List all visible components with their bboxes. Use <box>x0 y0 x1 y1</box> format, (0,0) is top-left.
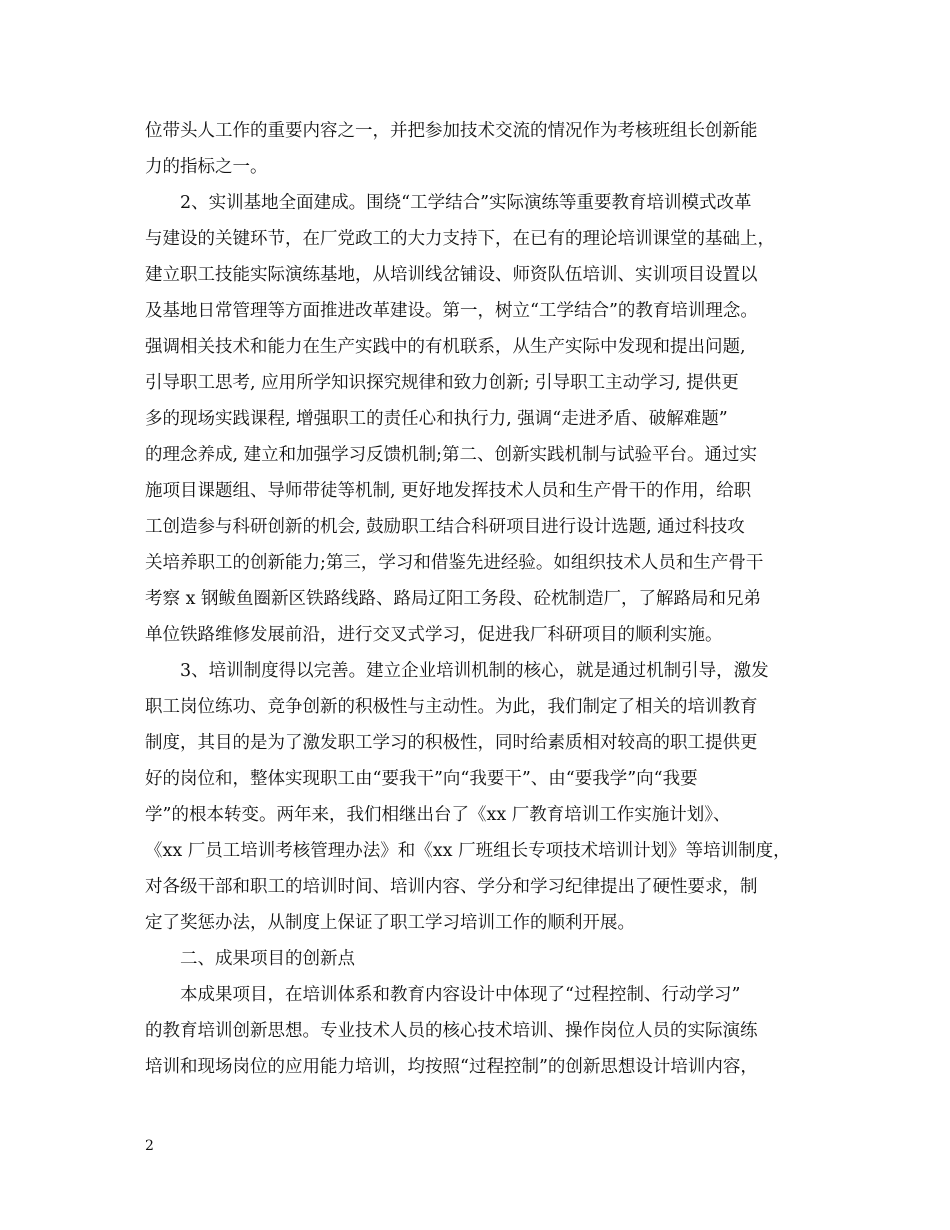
text-line: 建立职工技能实际演练基地，从培训线岔铺设、师资队伍培训、实训项目设置以 <box>145 265 758 285</box>
text-line: 施项目课题组、导师带徒等机制, 更好地发挥技术人员和生产骨干的作用，给职 <box>145 481 752 501</box>
text-line: 《xx 厂员工培训考核管理办法》和《xx 厂班组长专项技术培训计划》等培训制度， <box>145 841 791 861</box>
paragraph-first-line: 2、实训基地全面建成。围绕“工学结合”实际演练等重要教育培训模式改革 <box>180 193 752 213</box>
section-heading: 二、成果项目的创新点 <box>180 949 355 969</box>
text-line: 关培养职工的创新能力;第三，学习和借鉴先进经验。如组织技术人员和生产骨干 <box>145 553 764 573</box>
page-number: 2 <box>145 1138 154 1154</box>
text-line: 培训和现场岗位的应用能力培训，均按照“过程控制”的创新思想设计培训内容， <box>145 1057 758 1077</box>
text-line: 制度，其目的是为了激发职工学习的积极性，同时给素质相对较高的职工提供更 <box>145 733 758 753</box>
paragraph-first-line: 本成果项目，在培训体系和教育内容设计中体现了“过程控制、行动学习” <box>180 985 741 1005</box>
text-line: 单位铁路维修发展前沿，进行交叉式学习，促进我厂科研项目的顺利实施。 <box>145 625 723 645</box>
text-line: 职工岗位练功、竞争创新的积极性与主动性。为此，我们制定了相关的培训教育 <box>145 697 758 717</box>
text-line: 工创造参与科研创新的机会, 鼓励职工结合科研项目进行设计选题, 通过科技攻 <box>145 517 745 537</box>
text-line: 力的指标之一。 <box>145 157 268 177</box>
text-line: 对各级干部和职工的培训时间、培训内容、学分和学习纪律提出了硬性要求，制 <box>145 877 758 897</box>
paragraph-first-line: 3、培训制度得以完善。建立企业培训机制的核心，就是通过机制引导，激发 <box>180 661 769 681</box>
text-line: 引导职工思考, 应用所学知识探究规律和致力创新; 引导职工主动学习, 提供更 <box>145 373 739 393</box>
text-line: 及基地日常管理等方面推进改革建设。第一，树立“工学结合”的教育培训理念。 <box>145 301 758 321</box>
text-line: 强调相关技术和能力在生产实践中的有机联系，从生产实际中发现和提出问题, <box>145 337 746 357</box>
text-line: 学”的根本转变。两年来，我们相继出台了《xx 厂教育培训工作实施计划》、 <box>145 805 731 825</box>
text-line: 好的岗位和，整体实现职工由“要我干”向“我要干”、由“要我学”向“我要 <box>145 769 698 789</box>
text-line: 考察 x 钢鲅鱼圈新区铁路线路、路局辽阳工务段、砼枕制造厂，了解路局和兄弟 <box>145 589 761 609</box>
text-line: 多的现场实践课程, 增强职工的责任心和执行力, 强调“走进矛盾、破解难题” <box>145 409 728 429</box>
text-line: 位带头人工作的重要内容之一，并把参加技术交流的情况作为考核班组长创新能 <box>145 121 758 141</box>
text-line: 与建设的关键环节，在厂党政工的大力支持下，在已有的理论培训课堂的基础上， <box>145 229 775 249</box>
text-line: 定了奖惩办法，从制度上保证了职工学习培训工作的顺利开展。 <box>145 913 635 933</box>
text-line: 的理念养成, 建立和加强学习反馈机制;第二、创新实践机制与试验平台。通过实 <box>145 445 758 465</box>
text-line: 的教育培训创新思想。专业技术人员的核心技术培训、操作岗位人员的实际演练 <box>145 1021 758 1041</box>
